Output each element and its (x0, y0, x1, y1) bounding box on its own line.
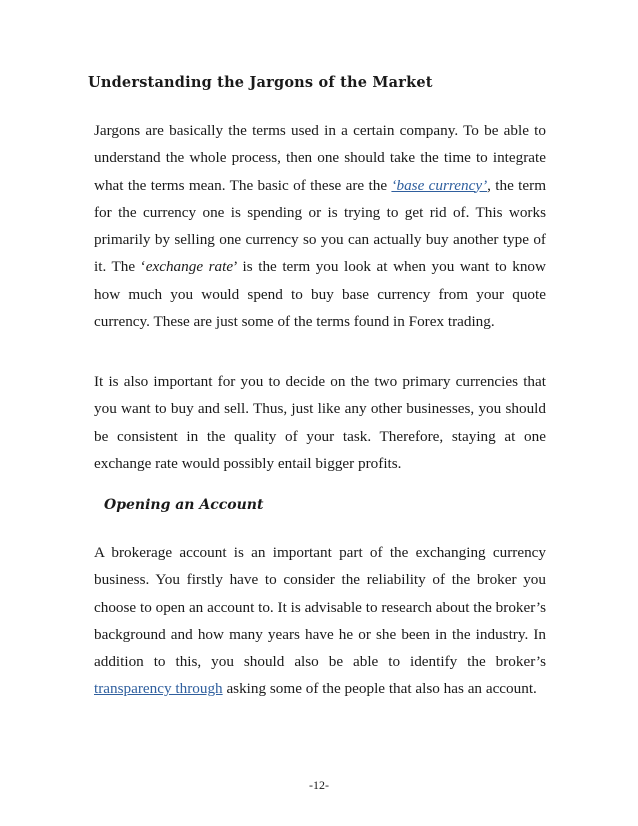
paragraph-jargons (94, 117, 546, 335)
subsection-heading: Opening an Account (104, 497, 264, 513)
paragraph-brokerage-account (94, 539, 546, 703)
exchange-rate-term: exchange rate (145, 258, 234, 276)
paragraph-text: A brokerage account is an important part of the exchanging currency business. You firstly have to consider the reliability of the broker you choose to open an account to. It is advisable to research about the broker’s background and how many years have he or she been in the industry. In addition to this, you should also be able to identify the broker’s (94, 544, 546, 671)
transparency-link[interactable]: transparency through (94, 680, 223, 698)
page-number: -12- (309, 778, 329, 792)
paragraph-primary-currencies: It is also important for you to decide on the two primary currencies that you want to buy and sell. Thus, just like any other businesses, you should be consistent in the quality of your task. Therefore, staying at one exchange rate would possibly entail bigger profits. (94, 373, 546, 472)
paragraph-text: asking some of the people that also has an account. (222, 680, 537, 698)
paragraph-text: ’ is the term you look at when you want to know how much you would spend to buy base currency from your quote currency. These are just some of the terms found in Forex trading. (94, 258, 546, 331)
paragraph-text: Jargons are basically the terms used in a certain company. To be able to understand the whole process, then one should take the time to integrate what the terms mean. The basic of these are the (94, 122, 546, 194)
section-heading: Understanding the Jargons of the Market (88, 74, 433, 91)
paragraph-text: , the term for the currency one is spending or is trying to get rid of. This works primarily by selling one currency so you can actually buy another type of it. The ‘ (94, 176, 547, 276)
base-currency-link[interactable]: ‘base currency’ (391, 176, 488, 194)
